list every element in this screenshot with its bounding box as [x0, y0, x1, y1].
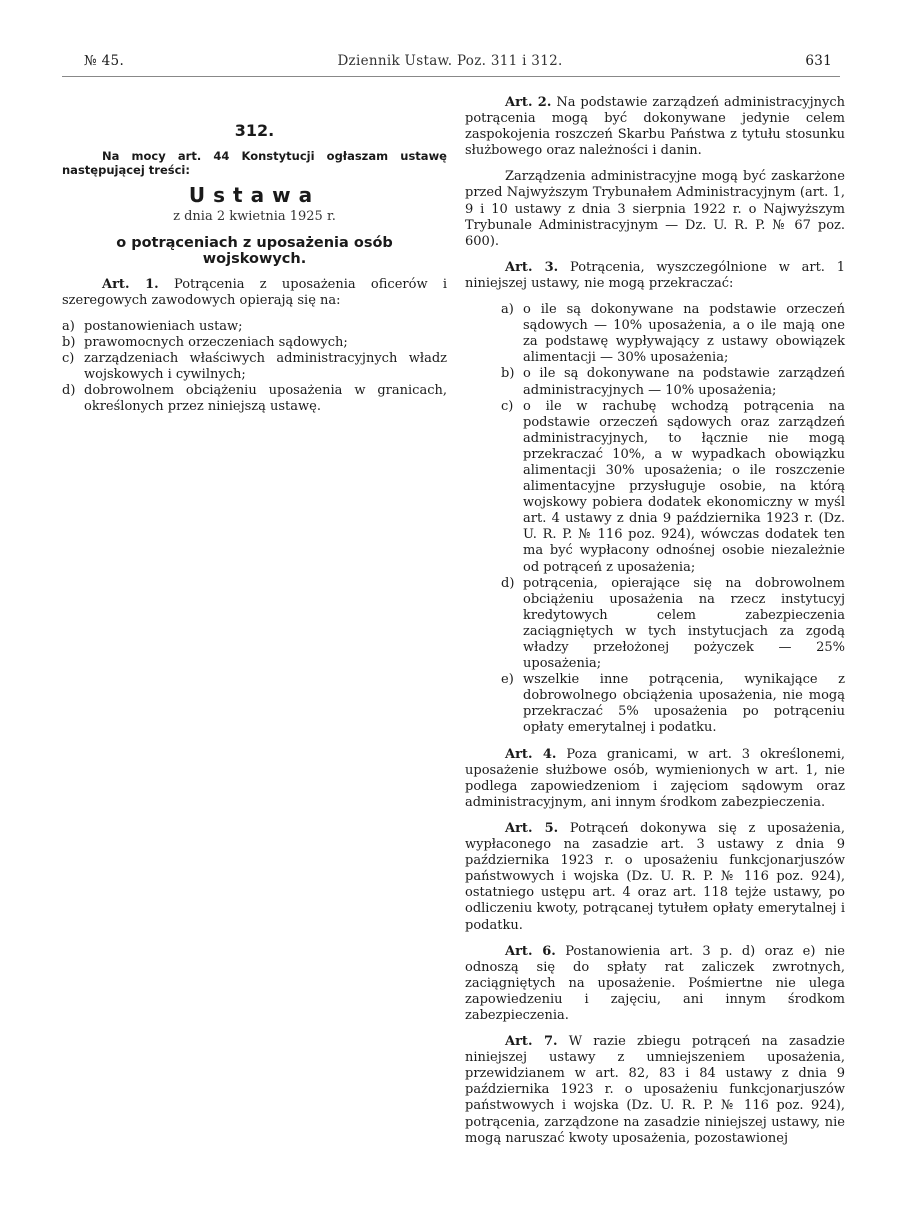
article-7 [465, 1034, 845, 1147]
article-2-paragraph-2: Zarządzenia administracyjne mogą być zaskarżone przed Najwyższym Trybunałem Administracyjnym (art. 1, 9 i 10 ustawy z dnia 3 sierpnia 1922 r. o Najwyższym Trybunale Administracyjnym — Dz. U. R. P. № 67 poz. 600). [465, 169, 845, 249]
article-3-text: Potrącenia, wyszczególnione w art. 1 niniejszej ustawy, nie mogą przekraczać: [465, 259, 845, 291]
item-marker: d) [62, 383, 76, 398]
article-3-label: Art. 3. [505, 259, 559, 275]
article-2-label: Art. 2. [505, 95, 552, 110]
article-4-label: Art. 4. [505, 746, 557, 762]
item-text: o ile są dokonywane na podstawie orzeczeń sądowych — 10% uposażenia, a o ile mają one za podstawę wypływający z ustawy obowiązek alimentacji — 30% uposażenia; [523, 302, 845, 366]
list-item [501, 366, 845, 398]
article-7-text: W razie zbiegu potrąceń na zasadzie niniejszej ustawy z umniejszeniem uposażenia, przewidzianem w art. 82, 83 i 84 ustawy z dnia 9 października 1923 r. o uposażeniu funkcjonarjuszów państwowych i wojska (Dz. U. R. P. № 116 poz. 924), potrącenia, zarządzone na zasadzie niniejszej ustawy, nie mogą naruszać kwoty uposażenia, pozostawionej [465, 1034, 845, 1146]
list-item [62, 319, 447, 335]
item-text: prawomocnych orzeczeniach sądowych; [84, 335, 348, 350]
article-3-items [501, 302, 845, 737]
journal-title: Dziennik Ustaw. Poz. 311 i 312. [337, 53, 563, 69]
list-item [62, 383, 447, 415]
article-5-label: Art. 5. [505, 820, 559, 836]
item-marker: c) [62, 351, 75, 366]
list-item [501, 302, 845, 366]
article-7-label: Art. 7. [505, 1034, 558, 1050]
article-1 [62, 277, 447, 309]
article-6-label: Art. 6. [505, 943, 556, 959]
item-text: o ile w rachubę wchodzą potrącenia na podstawie orzeczeń sądowych oraz zarządzeń administracyjnych, to łącznie nie mogą przekraczać 10%, a w wypadkach obowiązku alimentacji 30% uposażenia; o ile roszczenie alimentacyjne przysługuje osobie, na którą wojskowy pobiera dodatek ekonomiczny w myśl art. 4 ustawy z dnia 9 października 1923 r. (Dz. U. R. P. № 116 poz. 924), wówczas dodatek ten ma być wypłacony odnośnej osobie niezależnie od potrąceń z uposażenia; [523, 398, 845, 575]
article-4-text: Poza granicami, w art. 3 określonemi, uposażenie służbowe osób, wymienionych w art. 1, nie podlega zapowiedzeniom i zajęciom sądowym oraz administracyjnym, ani innym środkom zabezpieczenia. [465, 746, 845, 810]
issue-number: № 45. [84, 53, 125, 69]
act-date: z dnia 2 kwietnia 1925 r. [173, 209, 336, 224]
item-text: postanowieniach ustaw; [84, 319, 243, 334]
right-column [465, 95, 845, 1157]
article-3 [465, 260, 845, 292]
left-column [62, 115, 447, 421]
list-item [62, 335, 447, 351]
item-marker: a) [501, 302, 514, 318]
article-1-label: Art. 1. [102, 277, 159, 292]
item-text: zarządzeniach właściwych administracyjnych władz wojskowych i cywilnych; [84, 351, 447, 382]
act-title: Ustawa [188, 183, 321, 207]
article-4 [465, 747, 845, 811]
header-rule [62, 76, 840, 77]
item-text: dobrowolnem obciążeniu uposażenia w granicach, określonych przez niniejszą ustawę. [84, 383, 447, 414]
article-5 [465, 821, 845, 934]
item-text: potrącenia, opierające się na dobrowolnem obciążeniu uposażenia na rzecz instytucyj kredytowych celem zabezpieczenia zaciągniętych w tych instytucjach za zgodą władzy przełożonej pożyczek — 25% uposażenia; [523, 575, 845, 672]
item-text: o ile są dokonywane na podstawie zarządzeń administracyjnych — 10% uposażenia; [523, 366, 845, 398]
item-marker: a) [62, 319, 75, 334]
item-marker: b) [501, 366, 515, 382]
item-marker: b) [62, 335, 76, 350]
article-6 [465, 944, 845, 1024]
item-marker: c) [501, 398, 514, 414]
list-item [501, 672, 845, 736]
list-item [62, 351, 447, 383]
item-marker: d) [501, 575, 515, 591]
article-1-text: Potrącenia z uposażenia oficerów i szeregowych zawodowych opierają się na: [62, 277, 447, 308]
article-1-items [62, 319, 447, 415]
article-2 [465, 95, 845, 159]
act-subject: o potrąceniach z uposażenia osób wojskowych. [116, 235, 393, 267]
list-item [501, 576, 845, 673]
page-header [62, 53, 838, 75]
article-6-text: Postanowienia art. 3 p. d) oraz e) nie odnoszą się do spłaty rat zaliczek zwrotnych, zaciągniętych na uposażenie. Pośmiertne nie ulega zapowiedzeniu i zajęciu, ani innym środkom zabezpieczenia. [465, 943, 845, 1023]
item-text: wszelkie inne potrącenia, wynikające z dobrowolnego obciążenia uposażenia, nie mogą przekraczać 5% uposażenia po potrąceniu opłaty emerytalnej i podatku. [523, 672, 845, 736]
article-2-text: Na podstawie zarządzeń administracyjnych potrącenia mogą być dokonywane jedynie celem zaspokojenia roszczeń Skarbu Państwa z tytułu stosunku służbowego oraz należności i danin. [465, 95, 845, 159]
list-item [501, 399, 845, 576]
act-number: 312. [234, 121, 275, 140]
act-intro: Na mocy art. 44 Konstytucji ogłaszam ustawę następującej treści: [62, 149, 447, 177]
page-number: 631 [805, 53, 832, 69]
item-marker: e) [501, 672, 514, 688]
article-5-text: Potrąceń dokonywa się z uposażenia, wypłaconego na zasadzie art. 3 ustawy z dnia 9 października 1923 r. o uposażeniu funkcjonarjuszów państwowych i wojska (Dz. U. R. P. № 116 poz. 924), ostatniego ustępu art. 4 oraz art. 118 tejże ustawy, po odliczeniu kwoty, potrącanej tytułem opłaty emerytalnej i podatku. [465, 820, 845, 933]
